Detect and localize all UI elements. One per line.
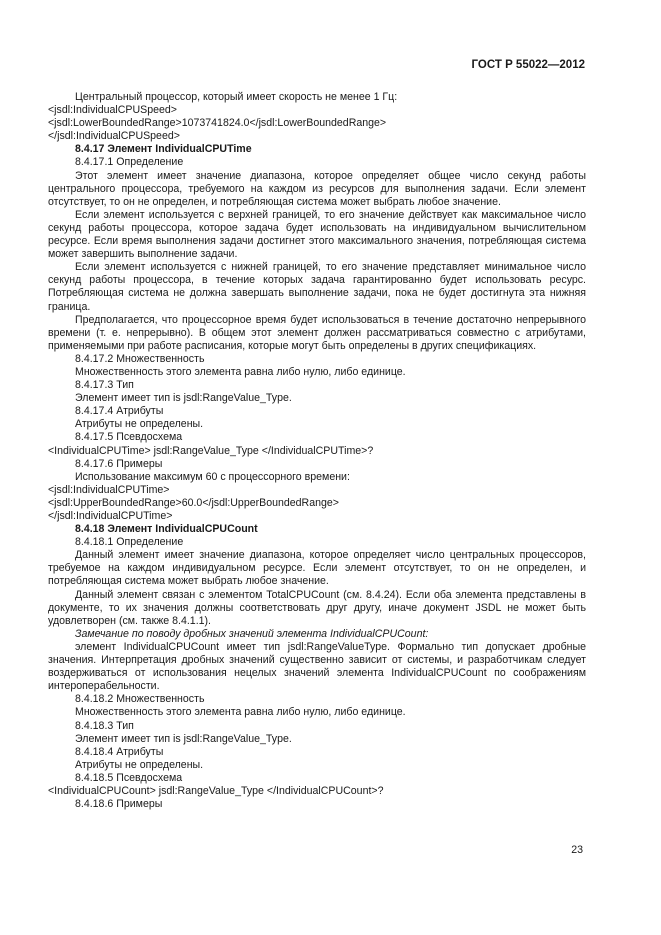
paragraph: элемент IndividualCPUCount имеет тип jsdl:RangeValueType. Формально тип допускает дробные значения. Интерпретация дробных значений существенно зависит от системы, и разработчикам следует воздерживаться от использования нецелых значений элемента IndividualCPUCount по соображениям интероперабельности.: [48, 640, 586, 693]
paragraph: Данный элемент связан с элементом TotalCPUCount (см. 8.4.24). Если оба элемента представлены в документе, то их значения должны соответствовать друг другу, иначе документ JSDL не может быть удовлетворен (см. также 8.4.1.1).: [48, 588, 586, 627]
section-heading: 8.4.17 Элемент IndividualCPUTime: [75, 143, 252, 156]
paragraph: 8.4.17.6 Примеры: [75, 457, 163, 470]
paragraph: 8.4.17.2 Множественность: [75, 352, 205, 365]
paragraph: Элемент имеет тип is jsdl:RangeValue_Type.: [75, 392, 292, 405]
paragraph: </jsdl:IndividualCPUSpeed>: [48, 130, 180, 143]
paragraph: <jsdl:LowerBoundedRange>1073741824.0</jsdl:LowerBoundedRange>: [48, 117, 387, 130]
paragraph: <jsdl:IndividualCPUTime>: [48, 483, 170, 496]
paragraph: Этот элемент имеет значение диапазона, которое определяет общее число секунд работы центрального процессора, требуемого на каждом из ресурсов для выполнения задачи. Если элемент отсутствует, то он не определен, и потребляющая система может выбрать любое значение.: [48, 169, 586, 208]
paragraph: 8.4.18.3 Тип: [75, 719, 134, 732]
section-heading: 8.4.18 Элемент IndividualCPUCount: [75, 523, 258, 536]
paragraph: Замечание по поводу дробных значений элемента IndividualCPUCount:: [75, 627, 429, 640]
paragraph: Множественность этого элемента равна либо нулю, либо единице.: [75, 706, 406, 719]
paragraph: </jsdl:IndividualCPUTime>: [48, 510, 173, 522]
paragraph: 8.4.18.1 Определение: [75, 536, 184, 549]
paragraph: 8.4.18.6 Примеры: [75, 798, 163, 811]
paragraph: <jsdl:UpperBoundedRange>60.0</jsdl:UpperBoundedRange>: [48, 496, 339, 509]
paragraph: 8.4.17.1 Определение: [75, 156, 184, 169]
paragraph: Если элемент используется с нижней границей, то его значение представляет минимальное число секунд работы процессора, в течение которых задача гарантированно будет использовать ресурс. Потребляющая система не должна завершать выполнение задачи, пока не будет достигнута эта нижняя граница.: [48, 261, 586, 313]
paragraph: Атрибуты не определены.: [75, 758, 204, 771]
paragraph: 8.4.17.3 Тип: [75, 379, 134, 392]
paragraph: 8.4.17.5 Псевдосхема: [75, 431, 183, 444]
paragraph: Использование максимум 60 с процессорного времени:: [75, 470, 350, 483]
document-header: ГОСТ Р 55022—2012: [471, 59, 585, 71]
paragraph: 8.4.18.5 Псевдосхема: [75, 771, 183, 784]
paragraph: <IndividualCPUCount> jsdl:RangeValue_Type </IndividualCPUCount>?: [48, 784, 384, 797]
paragraph: Данный элемент имеет значение диапазона, которое определяет число центральных процессоров, требуемое на каждом индивидуальном ресурсе. Если элемент отсутствует, то он не определен, и потребляющая система может выбрать любое значение.: [48, 549, 586, 588]
paragraph: Множественность этого элемента равна либо нулю, либо единице.: [75, 365, 406, 378]
paragraph: Атрибуты не определены.: [75, 418, 204, 431]
paragraph: Центральный процессор, который имеет скорость не менее 1 Гц:: [75, 91, 398, 103]
paragraph: 8.4.18.2 Множественность: [75, 693, 205, 706]
paragraph: Если элемент используется с верхней границей, то его значение действует как максимальное число секунд работы процессора, которое задача будет использовать на индивидуальном вычислительном ресурсе. Если время выполнения задачи достигнет этого максимального значения, потребляющая система может завершить выполнение задачи.: [48, 208, 586, 261]
paragraph: Элемент имеет тип is jsdl:RangeValue_Type.: [75, 732, 292, 745]
paragraph: <jsdl:IndividualCPUSpeed>: [48, 104, 177, 117]
page-number: 23: [571, 844, 583, 856]
paragraph: 8.4.17.4 Атрибуты: [75, 405, 164, 418]
paragraph: Предполагается, что процессорное время будет использоваться в течение достаточно непрерывного времени (т. е. непрерывно). В общем этот элемент должен рассматриваться совместно с атрибутами, применяемыми при работе расписания, которые могут быть определены в других спецификациях.: [48, 313, 586, 352]
paragraph: 8.4.18.4 Атрибуты: [75, 745, 164, 758]
paragraph: <IndividualCPUTime> jsdl:RangeValue_Type </IndividualCPUTime>?: [48, 444, 374, 457]
document-body: [48, 91, 586, 811]
